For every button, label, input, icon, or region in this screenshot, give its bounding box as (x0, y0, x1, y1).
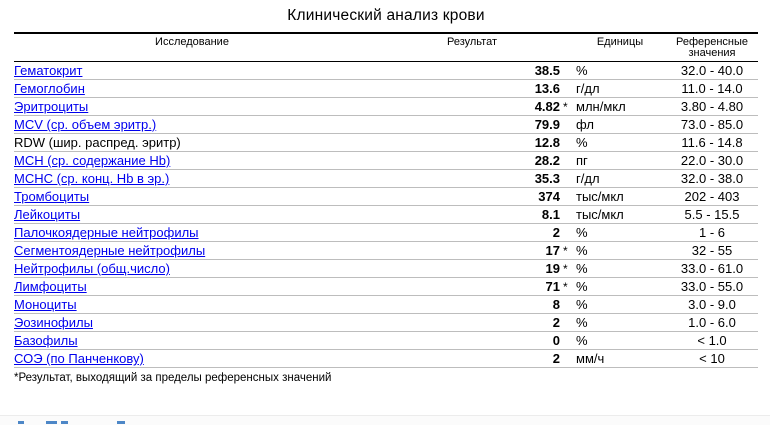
out-of-range-flag (560, 170, 574, 188)
cut-off-text-fragment (117, 421, 125, 424)
units-value: % (574, 260, 666, 278)
reference-range: 32 - 55 (666, 242, 758, 260)
test-link-leukocytes[interactable]: Лейкоциты (14, 207, 81, 222)
col-header-reference: Референсные значения (666, 33, 758, 62)
units-value: % (574, 224, 666, 242)
test-link-hemoglobin[interactable]: Гемоглобин (14, 81, 85, 96)
result-value: 8.1 (370, 206, 560, 224)
test-label-rdw: RDW (шир. распред. эритр) (14, 135, 181, 150)
out-of-range-flag (560, 332, 574, 350)
table-header-row (14, 33, 758, 62)
result-value: 79.9 (370, 116, 560, 134)
cut-off-text-fragment (61, 421, 68, 424)
table-row (14, 206, 758, 224)
result-value: 12.8 (370, 134, 560, 152)
result-value: 4.82 (370, 98, 560, 116)
table-row (14, 188, 758, 206)
reference-range: 33.0 - 61.0 (666, 260, 758, 278)
col-header-units: Единицы (574, 33, 666, 62)
test-link-lymphocytes[interactable]: Лимфоциты (14, 279, 87, 294)
reference-range: 1.0 - 6.0 (666, 314, 758, 332)
reference-range: < 1.0 (666, 332, 758, 350)
table-row (14, 62, 758, 80)
reference-range: 1 - 6 (666, 224, 758, 242)
out-of-range-flag (560, 188, 574, 206)
col-header-test: Исследование (14, 33, 370, 62)
test-link-hematocrit[interactable]: Гематокрит (14, 63, 83, 78)
reference-range: 22.0 - 30.0 (666, 152, 758, 170)
units-value: % (574, 242, 666, 260)
cut-off-text-fragment (46, 421, 57, 424)
table-row (14, 350, 758, 368)
reference-range: 32.0 - 40.0 (666, 62, 758, 80)
result-value: 17 (370, 242, 560, 260)
table-row (14, 152, 758, 170)
result-value: 374 (370, 188, 560, 206)
table-row (14, 80, 758, 98)
cut-off-text-fragment (18, 421, 24, 424)
out-of-range-flag (560, 80, 574, 98)
test-link-basophils[interactable]: Базофилы (14, 333, 78, 348)
out-of-range-flag (560, 224, 574, 242)
table-row (14, 260, 758, 278)
units-value: г/дл (574, 170, 666, 188)
reference-range: 202 - 403 (666, 188, 758, 206)
test-link-monocytes[interactable]: Моноциты (14, 297, 77, 312)
units-value: % (574, 62, 666, 80)
page-title: Клинический анализ крови (287, 7, 485, 24)
out-of-range-flag (560, 314, 574, 332)
out-of-range-flag: * (560, 242, 574, 260)
result-value: 8 (370, 296, 560, 314)
reference-range: 3.80 - 4.80 (666, 98, 758, 116)
reference-range: 32.0 - 38.0 (666, 170, 758, 188)
table-row (14, 224, 758, 242)
units-value: фл (574, 116, 666, 134)
test-link-segmented-neutrophils[interactable]: Сегментоядерные нейтрофилы (14, 243, 206, 258)
out-of-range-flag (560, 134, 574, 152)
table-row (14, 116, 758, 134)
out-of-range-footnote: *Результат, выходящий за пределы референсных значений (14, 372, 332, 384)
reference-range: 11.6 - 14.8 (666, 134, 758, 152)
table-row (14, 314, 758, 332)
bottom-divider (0, 415, 770, 425)
units-value: г/дл (574, 80, 666, 98)
table-row (14, 170, 758, 188)
table-row (14, 278, 758, 296)
out-of-range-flag (560, 62, 574, 80)
out-of-range-flag (560, 350, 574, 368)
table-row (14, 296, 758, 314)
units-value: % (574, 314, 666, 332)
test-link-esr[interactable]: СОЭ (по Панченкову) (14, 351, 144, 366)
reference-range: < 10 (666, 350, 758, 368)
out-of-range-flag (560, 296, 574, 314)
test-link-eosinophils[interactable]: Эозинофилы (14, 315, 93, 330)
out-of-range-flag (560, 152, 574, 170)
units-value: тыс/мкл (574, 206, 666, 224)
result-value: 28.2 (370, 152, 560, 170)
units-value: % (574, 332, 666, 350)
units-value: % (574, 278, 666, 296)
reference-range: 3.0 - 9.0 (666, 296, 758, 314)
table-row (14, 332, 758, 350)
result-value: 2 (370, 314, 560, 332)
result-value: 2 (370, 224, 560, 242)
table-row (14, 134, 758, 152)
test-link-neutrophils-total[interactable]: Нейтрофилы (общ.число) (14, 261, 170, 276)
out-of-range-flag: * (560, 278, 574, 296)
reference-range: 5.5 - 15.5 (666, 206, 758, 224)
units-value: млн/мкл (574, 98, 666, 116)
units-value: пг (574, 152, 666, 170)
blood-test-table (14, 32, 758, 368)
units-value: тыс/мкл (574, 188, 666, 206)
test-link-mch[interactable]: MCH (ср. содержание Hb) (14, 153, 171, 168)
result-value: 2 (370, 350, 560, 368)
table-row (14, 98, 758, 116)
col-header-result: Результат (370, 33, 574, 62)
out-of-range-flag: * (560, 98, 574, 116)
report-page (0, 7, 770, 384)
test-link-platelets[interactable]: Тромбоциты (14, 189, 90, 204)
reference-range: 73.0 - 85.0 (666, 116, 758, 134)
out-of-range-flag (560, 116, 574, 134)
units-value: мм/ч (574, 350, 666, 368)
units-value: % (574, 296, 666, 314)
test-link-erythrocytes[interactable]: Эритроциты (14, 99, 89, 114)
test-link-band-neutrophils[interactable]: Палочкоядерные нейтрофилы (14, 225, 199, 240)
result-value: 19 (370, 260, 560, 278)
units-value: % (574, 134, 666, 152)
reference-range: 33.0 - 55.0 (666, 278, 758, 296)
out-of-range-flag: * (560, 260, 574, 278)
table-row (14, 242, 758, 260)
result-value: 35.3 (370, 170, 560, 188)
result-value: 13.6 (370, 80, 560, 98)
out-of-range-flag (560, 206, 574, 224)
reference-range: 11.0 - 14.0 (666, 80, 758, 98)
result-value: 38.5 (370, 62, 560, 80)
result-value: 0 (370, 332, 560, 350)
test-link-mcv[interactable]: MCV (ср. объем эритр.) (14, 117, 157, 132)
result-value: 71 (370, 278, 560, 296)
test-link-mchc[interactable]: MCHC (ср. конц. Hb в эр.) (14, 171, 170, 186)
